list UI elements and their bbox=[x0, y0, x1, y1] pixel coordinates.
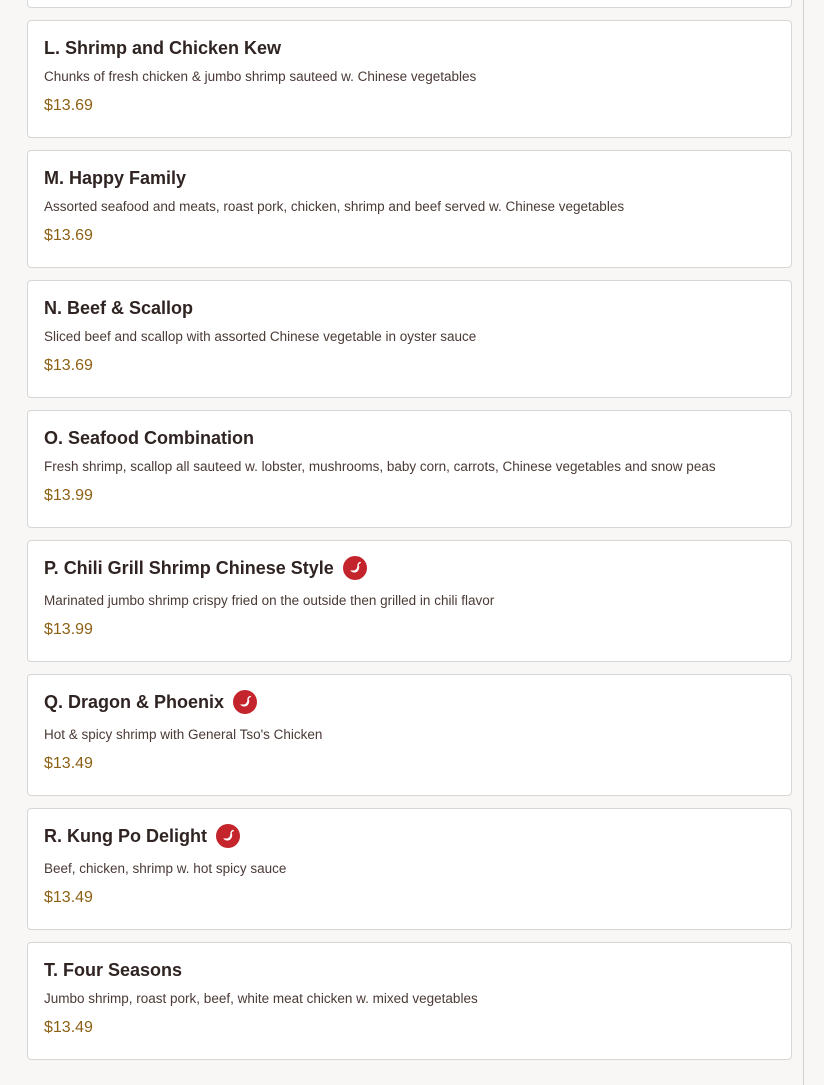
menu-item-list bbox=[27, 0, 792, 1072]
menu-item-name: N. Beef & Scallop bbox=[44, 298, 194, 318]
menu-item-price: $13.69 bbox=[44, 227, 93, 244]
menu-item-name: L. Shrimp and Chicken Kew bbox=[44, 38, 282, 58]
menu-item-description: Hot & spicy shrimp with General Tso's Chicken bbox=[44, 727, 323, 742]
chili-pepper-icon bbox=[343, 556, 367, 580]
menu-item-description: Sliced beef and scallop with assorted Chinese vegetable in oyster sauce bbox=[44, 329, 477, 344]
menu-item-description: Jumbo shrimp, roast pork, beef, white meat chicken w. mixed vegetables bbox=[44, 991, 478, 1006]
menu-item-title-row bbox=[44, 21, 775, 61]
menu-item-description: Beef, chicken, shrimp w. hot spicy sauce bbox=[44, 861, 287, 876]
menu-item-description: Marinated jumbo shrimp crispy fried on the outside then grilled in chili flavor bbox=[44, 593, 495, 608]
menu-item-card[interactable] bbox=[27, 280, 792, 398]
menu-item-name: P. Chili Grill Shrimp Chinese Style bbox=[44, 558, 334, 578]
menu-item-card[interactable] bbox=[27, 540, 792, 662]
menu-item-title-row bbox=[44, 281, 775, 321]
menu-item-card[interactable] bbox=[27, 942, 792, 1060]
menu-item-name: T. Four Seasons bbox=[44, 960, 183, 980]
menu-item-price: $13.49 bbox=[44, 889, 93, 906]
menu-item-title-row bbox=[44, 809, 775, 849]
menu-item-price: $13.99 bbox=[44, 487, 93, 504]
chili-pepper-icon bbox=[216, 824, 240, 848]
menu-item-name: R. Kung Po Delight bbox=[44, 826, 207, 846]
menu-item-price: $13.49 bbox=[44, 1019, 93, 1036]
menu-item-card[interactable] bbox=[27, 20, 792, 138]
chili-pepper-icon bbox=[233, 690, 257, 714]
menu-item-description: Fresh shrimp, scallop all sauteed w. lobster, mushrooms, baby corn, carrots, Chinese vegetables and snow peas bbox=[44, 459, 716, 474]
menu-item-description: Assorted seafood and meats, roast pork, chicken, shrimp and beef served w. Chinese vegetables bbox=[44, 199, 625, 214]
menu-item-card[interactable] bbox=[27, 674, 792, 796]
menu-item-name: Q. Dragon & Phoenix bbox=[44, 692, 225, 712]
menu-item-title-row bbox=[44, 943, 775, 983]
menu-item-price: $13.69 bbox=[44, 97, 93, 114]
menu-item-card[interactable] bbox=[27, 0, 792, 8]
menu-item-card[interactable] bbox=[27, 808, 792, 930]
menu-item-name: M. Happy Family bbox=[44, 168, 187, 188]
menu-item-title-row bbox=[44, 541, 775, 581]
page-edge-divider bbox=[803, 0, 804, 1085]
menu-item-title-row bbox=[44, 675, 775, 715]
menu-item-title-row bbox=[44, 411, 775, 451]
menu-item-price: $13.69 bbox=[44, 357, 93, 374]
menu-item-description: Chunks of fresh chicken & jumbo shrimp sauteed w. Chinese vegetables bbox=[44, 69, 477, 84]
menu-item-name: O. Seafood Combination bbox=[44, 428, 254, 448]
menu-item-title-row bbox=[44, 151, 775, 191]
menu-item-card[interactable] bbox=[27, 150, 792, 268]
menu-item-card[interactable] bbox=[27, 410, 792, 528]
menu-item-price: $13.49 bbox=[44, 755, 93, 772]
menu-item-price: $13.99 bbox=[44, 621, 93, 638]
